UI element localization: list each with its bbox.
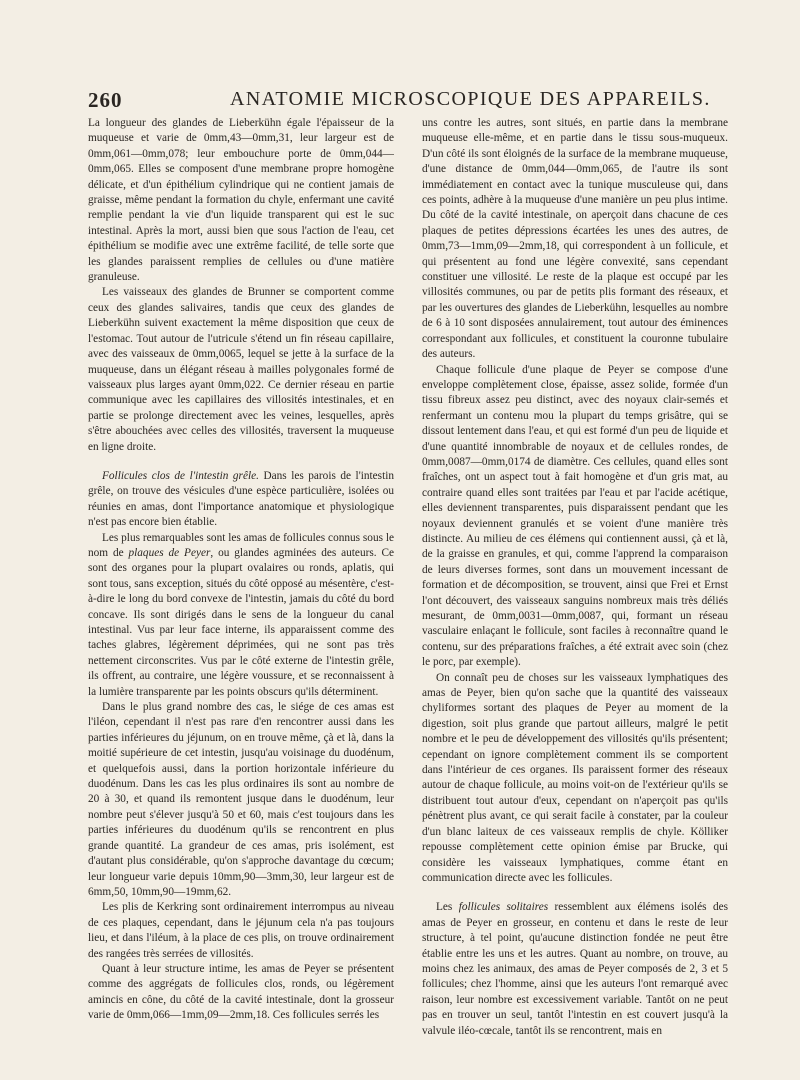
section-heading: Follicules clos de l'intestin grêle. bbox=[102, 469, 259, 482]
paragraph: Quant à leur structure intime, les amas de Peyer se présentent comme des aggrégats de follicules clos, ronds, ou légèrement amincis en cône, du côté de la cavité intestinale, dont la grosseur varie de 0mm,066—1mm,09—2mm,18. Ces follicules serrés les bbox=[88, 962, 394, 1022]
section-paragraph bbox=[88, 469, 394, 531]
paragraph: uns contre les autres, sont situés, en partie dans la membrane muqueuse elle-même, et en partie dans le tissu sous-muqueux. D'un côté ils sont éloignés de la surface de la membrane muqueuse, d'une distance de 0mm,044—0mm,065, de l'autre ils sont immédiatement en contact avec la tunique musculeuse qui, dans ces points, adhère à la muqueuse d'une manière un peu plus intime. Du côté de la cavité intestinale, on aperçoit dans chacune de ces plaques de petites dépressions écartées les unes des autres, de 0mm,73—1mm,09—2mm,18, qui correspondent à un follicule, et qui présentent au fond une légère convexité, sans cependant constituer une villosité. Le reste de la plaque est occupé par les villosités communes, ou par de petits plis formant des réseaux, et par les ouvertures des glandes de Lieberkühn, lesquelles au nombre de 6 à 10 sont disposées annulairement, tout autour des éminences correspondant aux follicules, et constituent la couronne tubulaire des auteurs. bbox=[422, 117, 728, 361]
paragraph: On connaît peu de choses sur les vaisseaux lymphatiques des amas de Peyer, bien qu'on sache que la quantité des vaisseaux chyliformes sortant des plaques de Peyer au moment de la digestion, soit plus grande que partout ailleurs, malgré le petit nombre et le peu de développement des villosités qu'ils présentent; cependant on ignore complètement comment ils se comportent dans l'intérieur de ces organes. Ils paraissent former des réseaux autour de chaque follicule, au moins voit-on de l'extérieur qu'ils se distribuent tout autour d'eux, cependant on n'aperçoit pas qu'ils pénètrent plus avant, ce qui serait facile à constater, par la couleur d'un blanc laiteux de ces vaisseaux remplis de chyle. Kölliker repousse complètement cette opinion émise par Brucke, qui considère les vaisseaux lymphatiques, comme étant en communication directe avec les follicules. bbox=[422, 671, 728, 884]
paragraph-text: Les bbox=[436, 901, 459, 914]
left-column bbox=[88, 116, 394, 1046]
italic-term: plaques de Peyer bbox=[128, 546, 211, 559]
paragraph: Chaque follicule d'une plaque de Peyer se compose d'une enveloppe complètement close, épaisse, assez solide, formée d'un tissu fibreux assez peu distinct, avec des noyaux clair-semés et renfermant un contenu mou la plupart du temps grisâtre, qui se dissout lentement dans l'eau, et qui est formé d'un peu de liquide et d'une quantité innombrable de noyaux et de cellules rondes, de 0mm,0087—0mm,0174 de diamètre. Ces cellules, quand elles sont fraîches, ont un aspect tout à fait homogène et d'un gris mat, au contraire quand elles sont traitées par l'eau et par l'acide acétique, elles deviennent transparentes, puis disparaissent pendant que les noyaux deviennent granulés et se voient d'une manière très distincte. Au milieu de ces élémens qui contiennent aussi, çà et là, de la graisse en granules, et qui, comme l'apprend la comparaison de leurs diverses formes, sont dans un mouvement incessant de formation et de décomposition, se trouvent, ainsi que Frei et Ernst l'ont découvert, des vaisseaux sanguins nombreux mais très déliés mesurant, de 0mm,0031—0mm,0087, qui, formant un réseau vasculaire enlaçant le follicule, sont faciles à reconnaître quand le contenu, sur des préparations fraîches, a été extrait avec soin (chez le porc, par exemple). bbox=[422, 363, 728, 669]
paragraph-text: ressemblent aux élémens isolés des amas de Peyer en grosseur, en contenu et dans le reste de leur structure, à tel point, qu'aucune distinction fondée ne peut être établie entre les uns et les autres. Quant au nombre, on trouve, au moins chez les animaux, des amas de Peyer composés de 2, 3 et 5 follicules; chez l'homme, ainsi que les auteurs l'ont remarqué avec raison, leur nombre est excessivement variable. Tantôt on ne peut pas en trouver un seul, tantôt l'intestin en est couvert jusqu'à la valvule iléo-cœcale, tantôt ils se rencontrent, mais en bbox=[422, 901, 728, 1037]
page-header bbox=[88, 88, 728, 118]
paragraph: Les plis de Kerkring sont ordinairement interrompus au niveau de ces plaques, cependant, dans le jéjunum cela n'a pas toujours lieu, et dans l'iléum, à la place de ces plis, on trouve ordinairement des rangées très serrées de villosités. bbox=[88, 901, 394, 960]
italic-term: follicules solitaires bbox=[458, 901, 549, 914]
paragraph: Les vaisseaux des glandes de Brunner se comportent comme ceux des glandes salivaires, tandis que ceux des glandes de Lieberkühn suivent exactement la même disposition que ceux de l'estomac. Tout autour de l'utricule s'étend un fin réseau capillaire, avec des vaisseaux de 0mm,0065, lequel se jette à la surface de la muqueuse, dans un élégant réseau à mailles polygonales formé de vaisseaux plus larges ayant 0mm,022. Ce dernier réseau en partie communique avec les capillaires des villosités intestinales, et en partie se prolonge directement avec les veines, lesquelles, après s'être abouchées avec celles des villosités, traversent la muqueuse en ligne droite. bbox=[88, 286, 394, 453]
paragraph-text: , ou glandes agminées des auteurs. Ce sont des organes pour la plupart ovalaires ou ronds, aplatis, qui sont tous, sans exception, situés du côté opposé au mésentère, c'est-à-dire le long du bord convexe de l'intestin, jamais du côté du bord concave. Ils sont dirigés dans le sens de la longueur du canal intestinal. Vus par leur face interne, ils apparaissent comme des taches glabres, légèrement déprimées, qui ne sont pas très nettement circonscrites. Vus par le côté externe de l'intestin grêle, ils offrent, au contraire, une légère voussure, et se reconnaissent à la lumière transparente par les points obscurs qu'ils déterminent. bbox=[88, 546, 394, 698]
paragraph: La longueur des glandes de Lieberkühn égale l'épaisseur de la muqueuse et varie de 0mm,43—0mm,31, leur largeur est de 0mm,061—0mm,078; leur embouchure porte de 0mm,044—0mm,065. Elles se composent d'une membrane propre homogène délicate, et d'un épithélium cylindrique qui ne contient jamais de graisse, même pendant la formation du chyle, enfermant une cavité remplie pendant la vie d'un liquide transparent qui est le suc intestinal. Après la mort, aussi bien que sous l'action de l'eau, cet épithélium se modifie avec une extrême facilité, de telle sorte que les glandes paraissent remplies de cellules ou d'une matière granuleuse. bbox=[88, 117, 394, 284]
page-number: 260 bbox=[88, 88, 123, 112]
running-title: ANATOMIE MICROSCOPIQUE DES APPAREILS. bbox=[230, 88, 711, 110]
right-column bbox=[422, 116, 728, 1046]
paragraph-text: Les plus remarquables sont les amas de follicules connus sous le nom de bbox=[88, 531, 394, 559]
paragraph bbox=[422, 900, 728, 1039]
paragraph-text: Dans les parois de l'intestin grêle, on trouve des vésicules d'une espèce particulière, isolées ou réunies en amas, dont l'importance anatomique et physiologique n'est pas encore bien établie. bbox=[88, 469, 394, 529]
paragraph: Dans le plus grand nombre des cas, le siége de ces amas est l'iléon, cependant il n'est pas rare d'en rencontrer aussi dans les parties inférieures du jéjunum, on en trouve même, çà et là, dans la moitié supérieure de cet intestin, jusqu'au voisinage du duodénum, et quelquefois aussi, dans la portion horizontale inférieure du duodénum. Dans les cas les plus ordinaires ils sont au nombre de 20 à 30, et quand ils remontent jusque dans le duodénum, leur nombre peut s'élever jusqu'à 50 et 60, mais c'est toujours dans les parties inférieures du duodénum qu'ils se rencontrent en plus grande quantité. La grandeur de ces amas, pris isolément, est d'autant plus considérable, qu'on s'approche davantage du cœcum; leur longueur varie depuis 10mm,90—3mm,30, leur largeur est de 6mm,50, 10mm,90—19mm,62. bbox=[88, 701, 394, 898]
paragraph bbox=[88, 531, 394, 700]
